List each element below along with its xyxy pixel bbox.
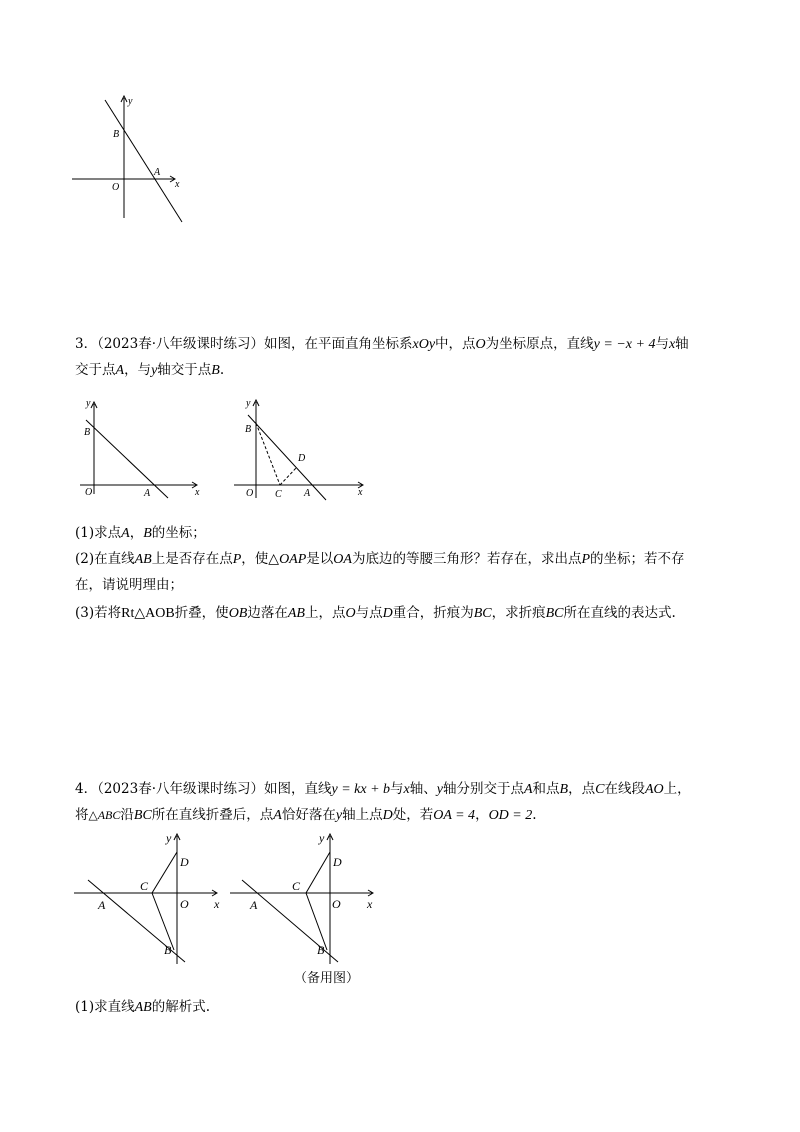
label-b: B (317, 943, 325, 957)
label-a: A (304, 488, 311, 499)
label-d: D (333, 855, 342, 869)
segment-cd (152, 852, 177, 893)
math: △OAP (268, 552, 307, 567)
segment-cb (306, 893, 327, 950)
problem4-line2 (75, 804, 735, 827)
text: 将 (75, 807, 89, 823)
text: ，与 (124, 362, 152, 378)
math: xOy (412, 337, 436, 352)
math: A (115, 363, 125, 378)
problem3-line2 (75, 359, 735, 382)
text: 交于点 (75, 362, 116, 378)
text: 沿 (120, 807, 134, 823)
text: 与 (655, 336, 669, 352)
label-c: C (292, 879, 301, 893)
text: 的坐标； (151, 525, 206, 541)
math: P (232, 552, 242, 567)
math: D (382, 606, 393, 621)
label-a: A (154, 167, 161, 178)
text: ， (475, 807, 489, 823)
label-x: x (214, 897, 220, 911)
text: 为坐标原点，直线 (485, 336, 594, 352)
line-ab (86, 420, 168, 498)
text: (3)若将 (75, 605, 122, 621)
math: Rt△AOB (121, 606, 175, 621)
problem3-q2-continued (75, 574, 735, 596)
math: AB (134, 552, 152, 567)
problem4-line1 (75, 778, 735, 801)
text: 所在直线折叠后，点 (151, 807, 274, 823)
label-b: B (245, 424, 252, 435)
text: (2)在直线 (75, 551, 135, 567)
label-c: C (140, 879, 149, 893)
math: y = kx + b (331, 782, 391, 797)
math: x (668, 337, 676, 352)
math: A (523, 782, 533, 797)
math: OD = 2 (488, 808, 533, 823)
math: AB (134, 1000, 152, 1015)
fold-bc (256, 423, 280, 485)
math: B (143, 526, 152, 541)
text: 和点 (532, 781, 560, 797)
problem3-q2 (75, 548, 735, 571)
label-y: y (128, 96, 133, 107)
math: C (595, 782, 605, 797)
segment-cd (306, 852, 330, 893)
label-y: y (166, 831, 172, 845)
label-o: O (180, 897, 189, 911)
text: 边落在 (247, 605, 288, 621)
label-y: y (246, 398, 251, 409)
text: 轴交于点 (157, 362, 212, 378)
math: y (335, 808, 343, 823)
label-a: A (250, 898, 258, 912)
line-ab (248, 415, 326, 500)
text: 为底边的等腰三角形？若存在，求出点 (351, 551, 582, 567)
label-x: x (175, 179, 180, 190)
label-b: B (84, 427, 91, 438)
segment-cd (280, 467, 297, 485)
math: OA (333, 552, 352, 567)
math: P (581, 552, 591, 567)
math: AB (287, 606, 305, 621)
text: 中，点 (435, 336, 476, 352)
text: (1)求直线 (75, 999, 135, 1015)
text: . (532, 807, 537, 823)
text: 轴分别交于点 (442, 781, 524, 797)
math: OA = 4 (433, 808, 476, 823)
problem3-figure1 (72, 394, 212, 504)
text: 4．（2023春·八年级课时练习）如图，直线 (75, 781, 332, 797)
problem4-figure2 (226, 830, 386, 970)
math: BC (133, 808, 152, 823)
text: . (219, 362, 225, 378)
text: 轴上点 (342, 807, 383, 823)
math: AO (644, 782, 664, 797)
text: 折叠，使 (174, 605, 229, 621)
text: 是以 (306, 551, 334, 567)
problem4-q1 (75, 996, 735, 1019)
math: A (121, 526, 130, 541)
problem4-figure1 (70, 830, 230, 970)
math: y (436, 782, 443, 797)
text: 的坐标；若不存 (590, 551, 685, 567)
math: B (559, 782, 569, 797)
label-x: x (358, 487, 363, 498)
text: (1)求点 (75, 525, 122, 541)
label-a: A (98, 898, 106, 912)
math: O (475, 337, 486, 352)
label-o: O (332, 897, 341, 911)
math: △ABC (88, 808, 121, 822)
figure-top-axes (60, 88, 200, 228)
label-d: D (298, 453, 306, 464)
label-d: D (180, 855, 189, 869)
problem3-figure2 (228, 394, 373, 504)
math: O (345, 606, 356, 621)
text: ，点 (568, 781, 596, 797)
math: x (403, 782, 410, 797)
text: 轴、 (409, 781, 437, 797)
segment-cb (152, 893, 174, 950)
math: OB (228, 606, 248, 621)
text: 轴 (675, 336, 689, 352)
problem3-q1 (75, 522, 735, 545)
text: ，求折痕 (491, 605, 546, 621)
text: 恰好落在 (281, 807, 336, 823)
text: 在线段 (604, 781, 645, 797)
text: 上，点 (304, 605, 346, 621)
label-x: x (195, 487, 200, 498)
text: 上， (663, 781, 691, 797)
math: D (382, 808, 393, 823)
label-y: y (86, 398, 91, 409)
line-ab (105, 100, 182, 222)
text: 3．（2023春·八年级课时练习）如图，在平面直角坐标系 (75, 336, 413, 352)
math: y = −x + 4 (593, 337, 656, 352)
text: 与点 (355, 605, 383, 621)
text: 上是否存在点 (151, 551, 233, 567)
label-o: O (112, 182, 120, 193)
label-o: O (85, 487, 93, 498)
text: 所在直线的表达式. (563, 605, 676, 621)
text: ， (129, 525, 144, 541)
text: 在，请说明理由； (75, 577, 183, 593)
text: ，使 (241, 551, 269, 567)
math: BC (545, 606, 564, 621)
text: 的解析式. (151, 999, 211, 1015)
figure-caption: （备用图） (294, 971, 360, 986)
label-y: y (319, 831, 325, 845)
label-b: B (164, 943, 172, 957)
math: BC (473, 606, 492, 621)
text: 重合，折痕为 (392, 605, 474, 621)
label-x: x (367, 897, 373, 911)
math: y (151, 363, 158, 378)
text: 与 (390, 781, 404, 797)
label-b: B (113, 129, 120, 140)
label-c: C (275, 489, 282, 500)
problem3-q3 (75, 602, 735, 625)
text: 处，若 (392, 807, 434, 823)
problem3-line1 (75, 333, 735, 356)
math: B (211, 363, 220, 378)
label-a: A (144, 488, 151, 499)
math: A (273, 808, 282, 823)
label-o: O (246, 488, 254, 499)
